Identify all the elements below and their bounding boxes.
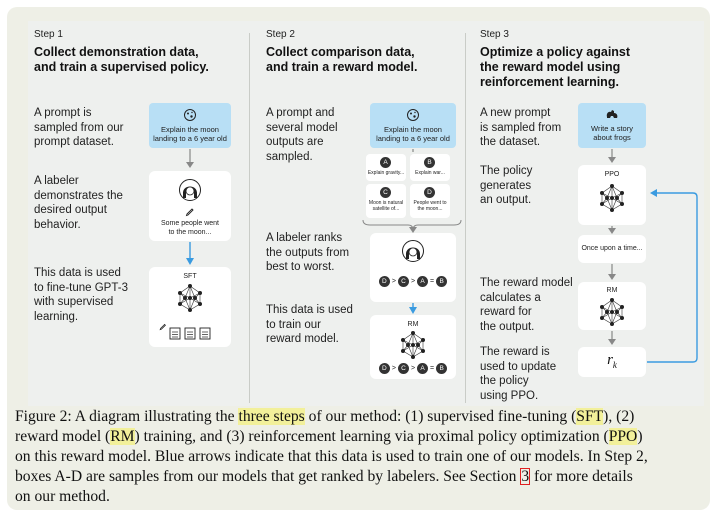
step-title-line: Collect comparison data, (266, 45, 415, 59)
output-text: Explain gravity... (367, 170, 405, 176)
highlighted-term: SFT (576, 408, 604, 425)
step1-arrows (28, 21, 248, 406)
prompt-line: Write a story (591, 124, 633, 133)
rank-badge: B (436, 276, 447, 287)
figure-frame (7, 7, 710, 510)
desc-line: using PPO. (480, 389, 539, 402)
highlighted-term: PPO (608, 428, 638, 445)
demo-line: Some people went (161, 220, 219, 227)
desc-line: The reward is (480, 346, 550, 358)
step-1 (28, 21, 248, 406)
desc-line: The policy (480, 165, 533, 177)
output-letter-badge: C (380, 187, 391, 198)
desc-line: to fine-tune GPT-3 (34, 281, 128, 294)
rank-badge: A (417, 363, 428, 374)
model-label: PPO (604, 171, 620, 178)
caption-text: on our method. (15, 488, 110, 505)
output-line: Moon is natural (368, 200, 404, 206)
caption-text: of our method: (1) supervised fine-tuning ( (304, 408, 577, 425)
caption-text: boxes A-D are samples from our models that get ranked by labelers. See Section (15, 468, 521, 485)
step-label: Step 3 (480, 29, 509, 40)
desc-line: A labeler (34, 175, 79, 187)
desc-line: with supervised (34, 296, 114, 309)
desc-line: reward model. (266, 333, 339, 346)
desc-line: best to worst. (266, 261, 335, 274)
desc-line: A labeler ranks (266, 232, 343, 244)
desc-line: desired output (34, 204, 107, 217)
rank-badge: C (398, 276, 409, 287)
desc-line: the output. (480, 320, 535, 333)
rank-operator: = (430, 278, 435, 285)
rank-operator: > (410, 365, 416, 372)
desc-line: A prompt is (34, 107, 92, 119)
caption-text: on this reward model. Blue arrows indicate that this data is used to train one of our models. In Step 2, (15, 448, 648, 465)
desc-line: prompt dataset. (34, 136, 114, 149)
rank-badge: B (436, 363, 447, 374)
output-line: the moon... (417, 206, 443, 212)
caption-text: reward model ( (15, 428, 111, 445)
output-text: Once upon a time... (581, 245, 643, 252)
desc-line: an output. (480, 194, 532, 207)
desc-line: behavior. (34, 218, 81, 231)
desc-line: to train our (266, 318, 321, 331)
desc-line: the dataset. (480, 136, 541, 149)
rank-operator: > (391, 365, 396, 372)
highlighted-term: RM (110, 428, 135, 445)
demo-line: to the moon... (168, 228, 212, 236)
rank-operator: > (391, 278, 396, 285)
desc-line: several model (266, 121, 338, 134)
model-label: SFT (183, 273, 197, 280)
desc-line: reward for (480, 306, 532, 319)
prompt-line: Explain the moon (161, 125, 219, 134)
desc-line: A prompt and (266, 107, 335, 119)
prompt-line: Explain the moon (384, 125, 442, 134)
reward-symbol: r (607, 352, 613, 368)
desc-line: is sampled from (480, 121, 562, 134)
desc-line: generates (480, 179, 532, 192)
desc-line: This data is used (34, 267, 121, 279)
output-text: Explain war... (415, 170, 445, 176)
output-letter-badge: D (424, 187, 435, 198)
step-title-line: and train a supervised policy. (34, 60, 209, 74)
step-title-line: Collect demonstration data, (34, 45, 199, 59)
output-letter-badge: B (424, 157, 435, 168)
diagram-panel (28, 21, 704, 406)
step-title-line: the reward model using (480, 60, 621, 74)
step-label: Step 2 (266, 29, 295, 40)
model-label: RM (606, 287, 618, 294)
caption-text: ), (2) (603, 408, 635, 425)
step3-arrows (466, 21, 704, 406)
step2-arrows (250, 21, 465, 406)
caption-text: ) (637, 428, 643, 445)
desc-line: outputs are (266, 136, 324, 149)
desc-line: the outputs from (266, 246, 350, 259)
desc-line: sampled. (266, 150, 313, 163)
step-title-line: and train a reward model. (266, 60, 418, 74)
output-line: satellite of... (372, 206, 400, 212)
desc-line: the policy (480, 375, 529, 388)
desc-line: calculates a (480, 291, 541, 304)
prompt-line: landing to a 6 year old (376, 134, 450, 143)
figure-caption (15, 407, 705, 507)
step-2 (250, 21, 465, 406)
output-letter-badge: A (380, 157, 391, 168)
desc-line: A new prompt (480, 107, 551, 119)
desc-line: The reward model (480, 277, 573, 289)
highlighted-term: three steps (238, 408, 305, 425)
desc-line: used to update (480, 360, 557, 373)
rank-operator: = (430, 365, 435, 372)
prompt-line: landing to a 6 year old (153, 134, 227, 143)
step-title-line: Optimize a policy against (480, 45, 631, 59)
rank-badge: C (398, 363, 409, 374)
rank-operator: > (410, 278, 416, 285)
rank-badge: D (379, 276, 390, 287)
desc-line: sampled from our (34, 121, 124, 134)
desc-line: learning. (34, 310, 79, 323)
caption-text: Figure 2: A diagram illustrating the (15, 408, 239, 425)
caption-text: for more details (530, 468, 633, 485)
model-label: RM (407, 321, 419, 328)
rank-badge: D (379, 363, 390, 374)
output-line: People went to (413, 200, 447, 206)
step-title-line: reinforcement learning. (480, 75, 619, 89)
reward-subscript: k (612, 360, 617, 370)
step-label: Step 1 (34, 29, 63, 40)
section-reference-link[interactable]: 3 (521, 468, 530, 485)
desc-line: demonstrates the (34, 189, 123, 202)
caption-text: ) training, and (3) reinforcement learning via proximal policy optimization ( (134, 428, 609, 445)
rank-badge: A (417, 276, 428, 287)
prompt-line: about frogs (593, 133, 631, 142)
step-3 (466, 21, 704, 406)
desc-line: This data is used (266, 304, 353, 316)
